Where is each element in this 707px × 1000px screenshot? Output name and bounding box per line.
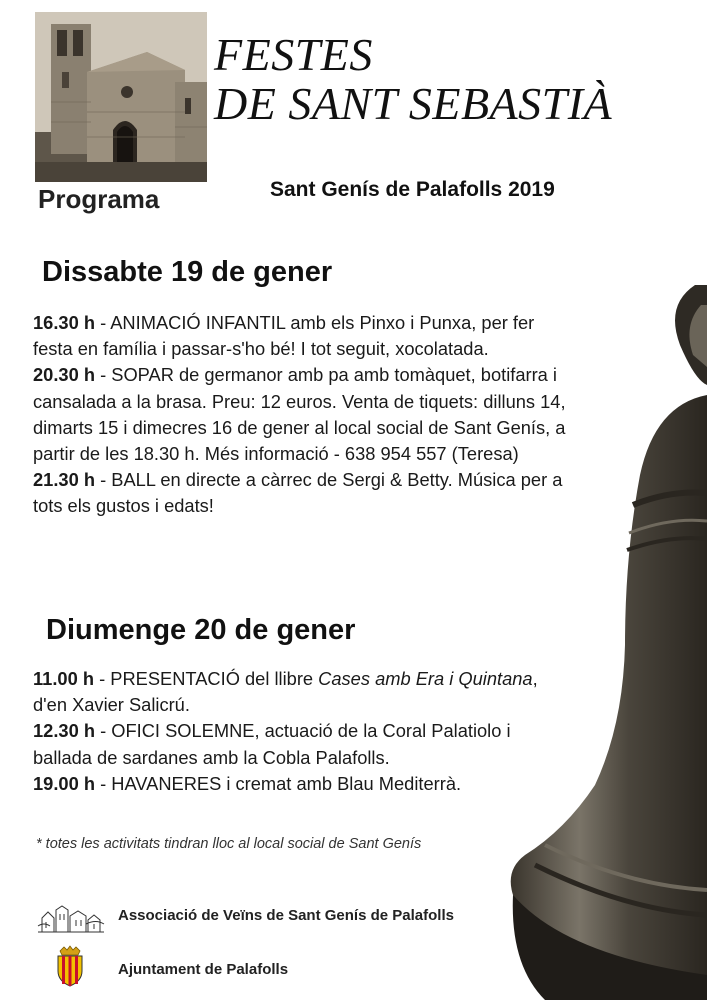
event-time: 20.30 h <box>33 364 95 386</box>
sponsor-town-council: Ajuntament de Palafolls <box>118 961 289 978</box>
poster-subtitle: Sant Genís de Palafolls 2019 <box>270 178 555 201</box>
footnote: * totes les activitats tindran lloc al local social de Sant Genís <box>36 836 422 852</box>
title-line-1: FESTES <box>214 29 373 80</box>
church-illustration <box>35 12 207 182</box>
event-item <box>33 718 573 770</box>
event-item <box>33 310 573 362</box>
poster-title <box>214 30 612 128</box>
event-time: 11.00 h <box>33 668 94 689</box>
event-description: - ANIMACIÓ INFANTIL amb els Pinxo i Punxa, per fer festa en família i passar-s'ho bé! I tot seguit, xocolatada. <box>33 312 535 360</box>
event-item <box>33 771 573 797</box>
church-photo <box>35 12 207 182</box>
coat-of-arms-logo <box>54 945 86 987</box>
event-description: - HAVANERES i cremat amb Blau Mediterrà. <box>95 772 462 794</box>
event-time: 21.30 h <box>33 469 95 491</box>
event-list-sunday <box>33 666 573 797</box>
day-heading-saturday: Dissabte 19 de gener <box>42 256 333 288</box>
event-time: 16.30 h <box>33 312 95 333</box>
event-item <box>33 467 573 519</box>
event-description: - BALL en directe a càrrec de Sergi & Betty. Música per a tots els gustos i edats! <box>33 469 563 517</box>
event-item <box>33 666 573 718</box>
title-line-2: DE SANT SEBASTIÀ <box>214 78 613 129</box>
day-heading-sunday: Diumenge 20 de gener <box>46 614 356 646</box>
programa-label: Programa <box>38 184 160 214</box>
event-item <box>33 362 573 467</box>
event-description: - PRESENTACIÓ del llibre <box>94 668 319 689</box>
event-description: - SOPAR de germanor amb pa amb tomàquet, botifarra i cansalada a la brasa. Preu: 12 euros. Venta de tiquets: dilluns 14, dimarts 15 i dimecres 16 de gener al local social de Sant Genís, a partir de les 18.30 h. Més informació - 638 954 557 (Teresa) <box>33 364 566 465</box>
event-description: - OFICI SOLEMNE, actuació de la Coral Palatiolo i ballada de sardanes amb la Cobla Palafolls. <box>33 720 511 768</box>
event-list-saturday <box>33 310 573 520</box>
event-time: 19.00 h <box>33 772 95 794</box>
sponsor-association: Associació de Veïns de Sant Genís de Palafolls <box>118 907 454 924</box>
event-description-end: , d'en Xavier Salicrú. <box>33 668 538 716</box>
village-sketch-logo <box>36 902 106 936</box>
event-time: 12.30 h <box>33 720 95 742</box>
book-title: Cases amb Era i Quintana <box>318 668 533 689</box>
